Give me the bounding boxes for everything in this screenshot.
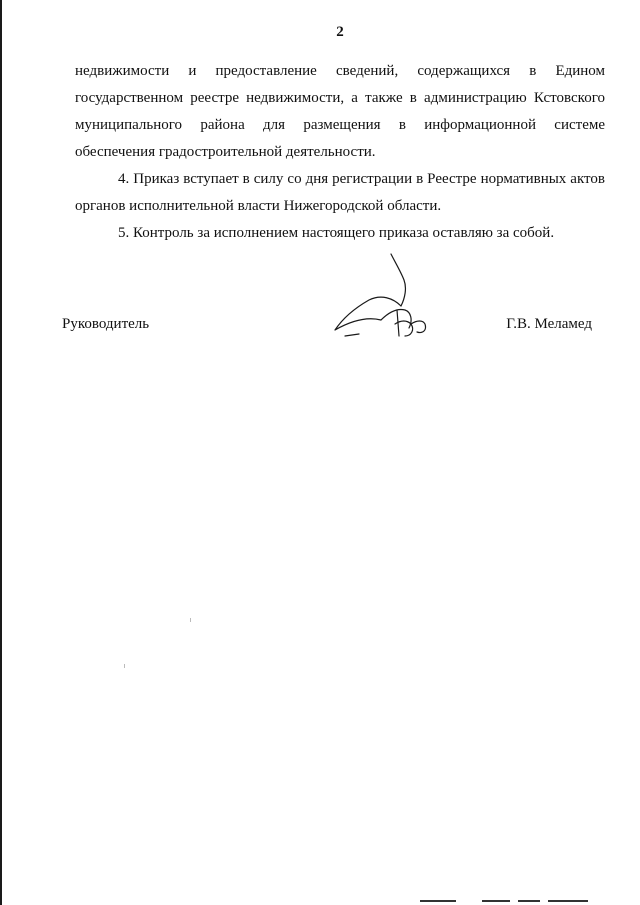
paragraph-item-4	[75, 166, 605, 220]
text-line: обеспечения градостроительной деятельности.	[75, 144, 376, 160]
scan-mark	[420, 900, 456, 902]
page-number: 2	[336, 24, 344, 40]
document-body	[75, 58, 605, 247]
scan-mark	[518, 900, 540, 902]
paragraph-continuation	[75, 58, 605, 166]
paragraph-item-5	[75, 220, 605, 247]
text-line: муниципального района для размещения в информационной системе	[75, 117, 605, 133]
signer-name: Г.В. Меламед	[506, 316, 592, 332]
scan-speck	[190, 618, 191, 622]
text-line: 4. Приказ вступает в силу со дня регистрации в Реестре нормативных актов	[118, 171, 605, 187]
scan-mark	[548, 900, 588, 902]
text-line: государственном реестре недвижимости, а также в администрацию Кстовского	[75, 90, 605, 106]
page-left-edge	[0, 0, 2, 905]
scan-speck	[124, 664, 125, 668]
footer-scan-marks	[420, 900, 640, 903]
text-line: недвижимости и предоставление сведений, содержащихся в Едином	[75, 63, 605, 79]
scan-mark	[482, 900, 510, 902]
text-line: 5. Контроль за исполнением настоящего приказа оставляю за собой.	[118, 225, 555, 241]
signature-row	[62, 316, 592, 336]
signer-title: Руководитель	[62, 316, 150, 332]
text-line: органов исполнительной власти Нижегородской области.	[75, 198, 442, 214]
